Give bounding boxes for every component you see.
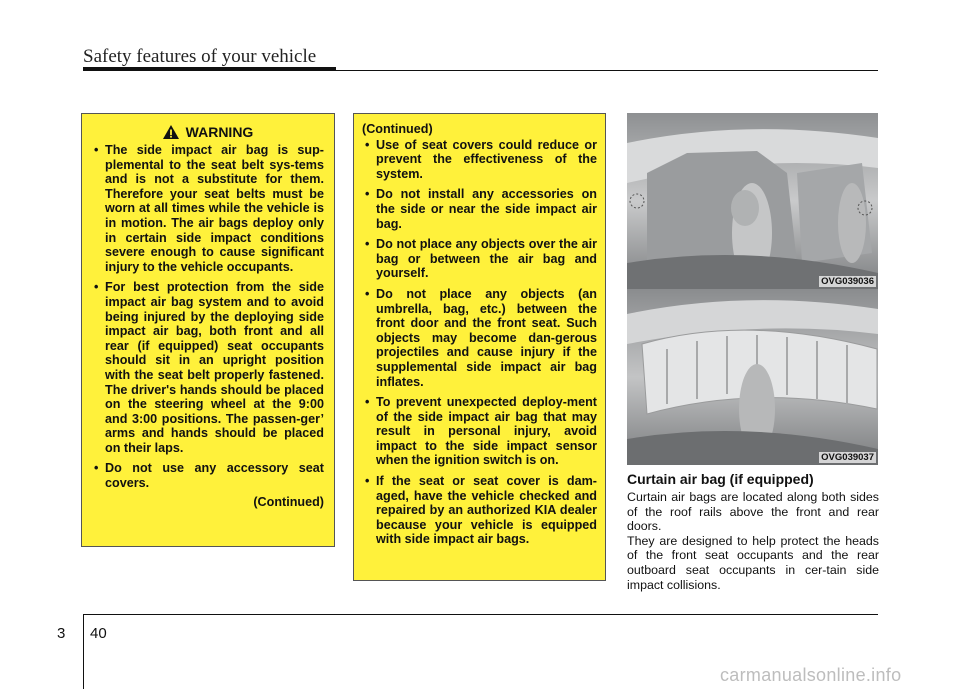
continued-note: (Continued)	[253, 494, 324, 509]
warning-item: • Do not install any accessories on the side or near the side impact air bag.	[362, 187, 597, 231]
header-title: Safety features of your vehicle	[83, 46, 317, 67]
section-paragraph: They are designed to help protect the heads of the front seat occupants and the rear outboard seat occupants in cer-tain side impact collisions.	[627, 533, 879, 592]
warning-continued-box	[353, 113, 606, 581]
header-rule-thin	[336, 70, 878, 71]
warning-item: • Do not place any objects over the air bag or between the air bag and yourself.	[362, 237, 597, 281]
header-rule	[83, 67, 336, 71]
warning-item: • The side impact air bag is sup-plemental to the seat belt sys-tems and is not a substitute for them. Therefore your seat belts must be worn at all times while the vehicle is in motion. The air bags deploy only in certain side impact conditions severe enough to cause significant injury to the vehicle occupants.	[91, 143, 324, 274]
page-number: 40	[90, 625, 107, 642]
chapter-number: 3	[57, 625, 66, 642]
figure-code: OVG039036	[821, 276, 874, 287]
continued-title: (Continued)	[362, 122, 433, 136]
warning-item: • Do not use any accessory seat covers.	[91, 461, 324, 490]
curtain-airbag-illustration	[627, 289, 878, 465]
section-body	[627, 490, 879, 592]
warning-title: WARNING	[185, 123, 254, 140]
section-paragraph: Curtain air bags are located along both sides of the roof rails above the front and rear doors.	[627, 490, 879, 534]
figure-code: OVG039037	[821, 452, 874, 463]
warning-item: • Use of seat covers could reduce or prevent the effectiveness of the system.	[362, 138, 597, 182]
footer-rule	[84, 614, 878, 615]
warning-item: • For best protection from the side impact air bag system and to avoid being injured by the deploying side impact air bag, both front and all rear (if equipped) seat occupants should sit in an upright position with the seat belt properly fastened. The driver's hands should be placed on the steering wheel at the 9:00 and 3:00 positions. The passen-ger’ arms and hands should be placed on their laps.	[91, 280, 324, 455]
warning-item: • Do not place any objects (an umbrella, bag, etc.) between the front door and the front seat. Such objects may become dan-gerous projectiles and cause injury if the supplemental side impact air bag inflates.	[362, 287, 597, 389]
warning-triangle-icon	[162, 124, 180, 140]
warning-box	[81, 113, 335, 547]
watermark: carmanualsonline.info	[720, 665, 902, 685]
footer-divider	[83, 614, 84, 689]
warning-header	[91, 124, 324, 140]
warning-item: • To prevent unexpected deploy-ment of the side impact air bag that may result in personal injury, avoid impact to the side impact sensor when the ignition switch is on.	[362, 395, 597, 468]
car-interior-illustration	[627, 113, 878, 289]
warning-item: • If the seat or seat cover is dam-aged, have the vehicle checked and repaired by an authorized KIA dealer because your vehicle is equipped with side impact air bags.	[362, 474, 597, 547]
curtain-airbag-drawing	[627, 289, 878, 465]
section-title: Curtain air bag (if equipped)	[627, 471, 814, 487]
car-interior-drawing	[627, 113, 878, 289]
